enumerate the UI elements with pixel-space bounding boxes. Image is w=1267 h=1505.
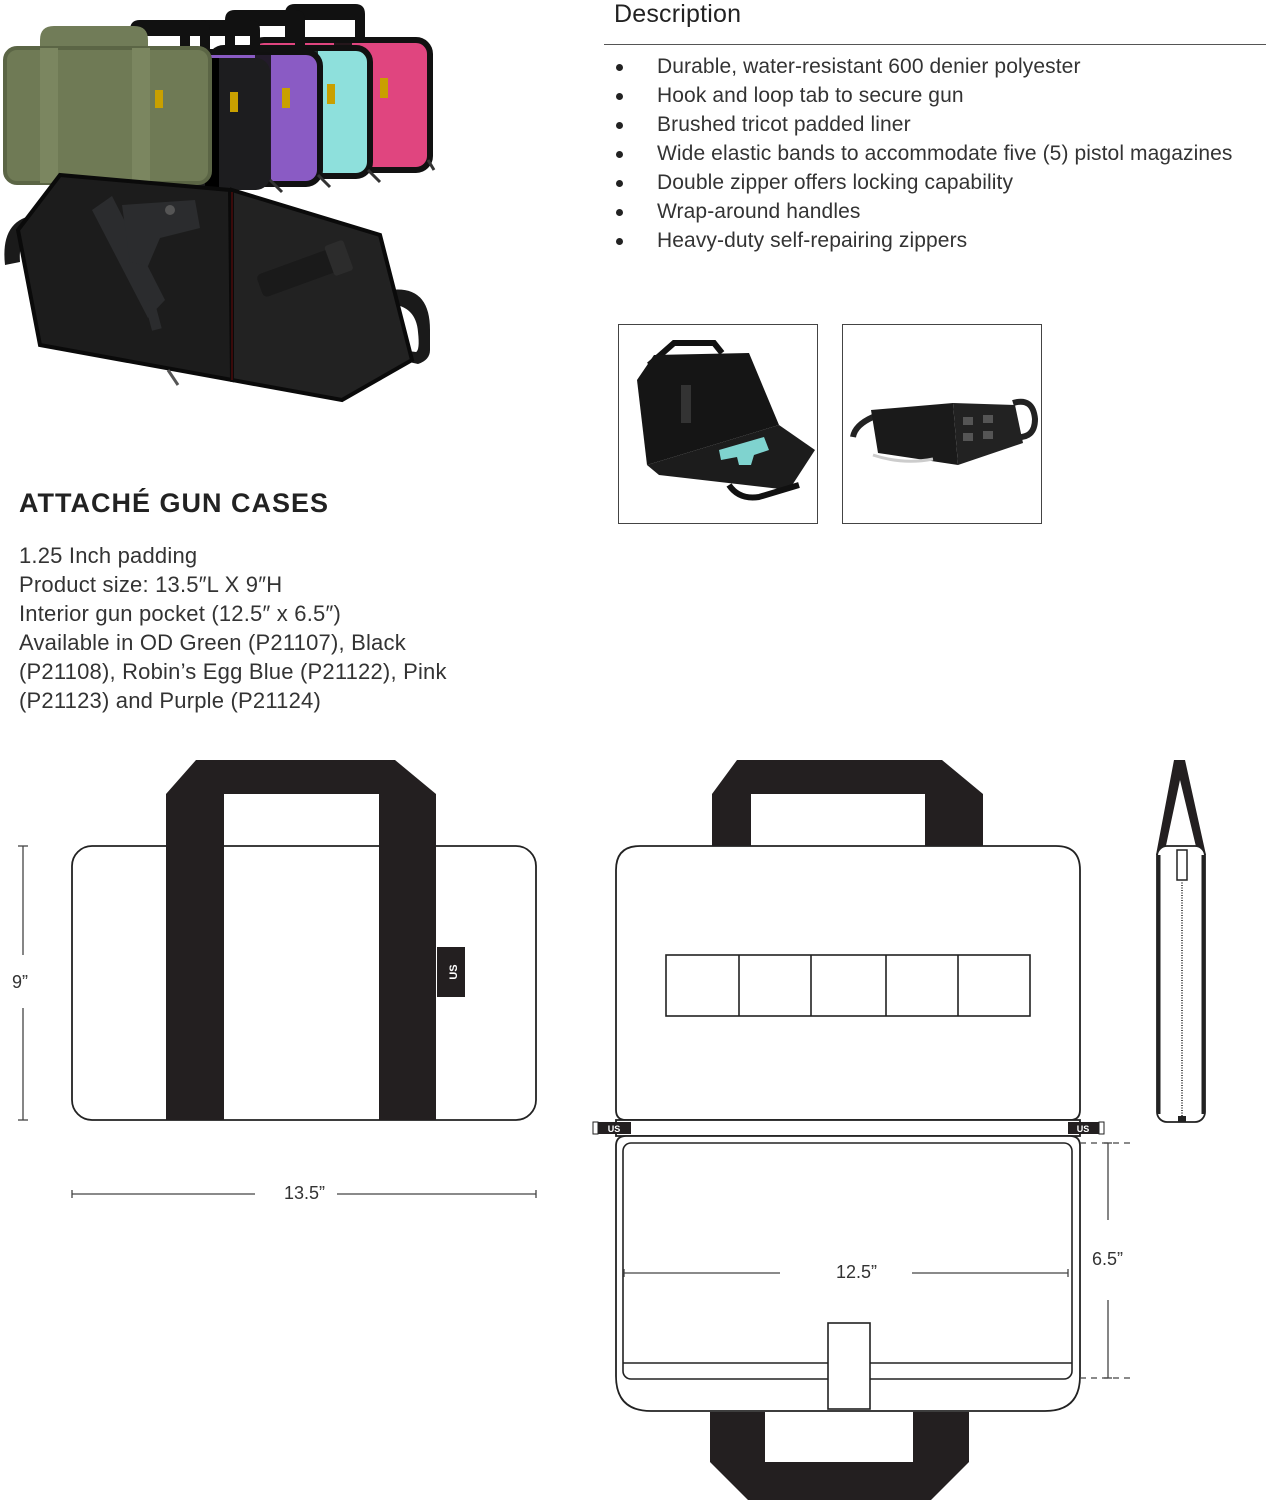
spec-line: (P21123) and Purple (P21124)	[19, 688, 321, 713]
thumbnail-open-case-magazines	[842, 324, 1042, 524]
product-photo-collage	[0, 0, 440, 420]
svg-text:US: US	[1076, 1124, 1090, 1134]
feature-item: Hook and loop tab to secure gun	[614, 81, 1233, 110]
description-divider	[604, 44, 1266, 45]
spec-line: (P21108), Robin’s Egg Blue (P21122), Pink	[19, 659, 447, 684]
side-view-drawing	[1140, 750, 1267, 1150]
gun-cases-photo	[0, 0, 440, 420]
feature-item: Heavy-duty self-repairing zippers	[614, 226, 1233, 255]
front-view-diagram	[0, 750, 560, 1210]
open-view-diagram	[580, 750, 1150, 1500]
description-heading: Description	[614, 0, 742, 28]
svg-text:US: US	[607, 1124, 621, 1134]
interior-width-label: 12.5”	[832, 1262, 881, 1283]
feature-item: Durable, water-resistant 600 denier polyester	[614, 52, 1233, 81]
spec-line: Product size: 13.5″L X 9″H	[19, 572, 283, 597]
svg-text:US: US	[448, 964, 460, 980]
width-dimension-label: 13.5”	[280, 1183, 329, 1204]
thumbnail-open-case-teal-pistol	[618, 324, 818, 524]
feature-list	[614, 52, 1233, 255]
open-view-drawing	[580, 750, 1150, 1500]
interior-height-label: 6.5”	[1088, 1249, 1127, 1270]
spec-line: 1.25 Inch padding	[19, 543, 198, 568]
product-title: ATTACHÉ GUN CASES	[19, 488, 330, 518]
spec-line: Available in OD Green (P21107), Black	[19, 630, 406, 655]
front-view-drawing	[0, 750, 560, 1210]
feature-item: Wide elastic bands to accommodate five (5) pistol magazines	[614, 139, 1233, 168]
feature-item: Wrap-around handles	[614, 197, 1233, 226]
side-view-diagram	[1140, 750, 1267, 1150]
open-case-photo	[619, 325, 818, 524]
height-dimension-label: 9”	[8, 972, 32, 993]
magazine-case-photo	[843, 325, 1042, 524]
spec-line: Interior gun pocket (12.5″ x 6.5″)	[19, 601, 341, 626]
feature-item: Double zipper offers locking capability	[614, 168, 1233, 197]
feature-item: Brushed tricot padded liner	[614, 110, 1233, 139]
product-specs	[19, 541, 447, 715]
